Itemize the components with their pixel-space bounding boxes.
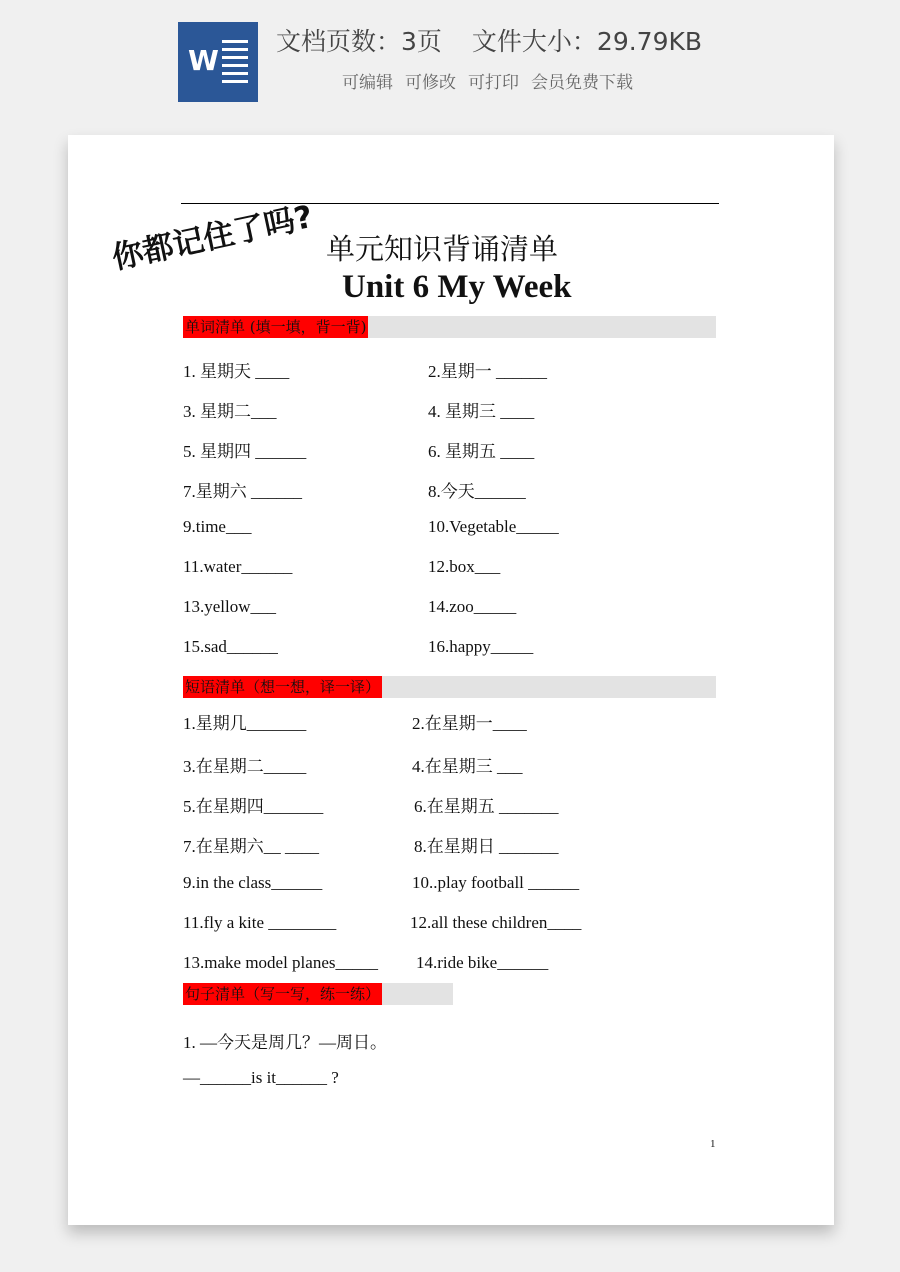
word-item: 9.time___	[183, 517, 252, 536]
phrase-item: 6.在星期五 _______	[414, 797, 559, 816]
sentences-section-label: 句子清单（写一写，练一练）	[185, 985, 381, 1003]
phrase-item: 1.星期几_______	[183, 714, 307, 733]
word-item: 16.happy_____	[428, 637, 534, 656]
word-item: 12.box___	[428, 557, 501, 576]
document-page	[68, 135, 834, 1225]
download-banner	[0, 0, 900, 120]
page-number: 1	[710, 1138, 716, 1150]
words-section-label: 单词清单 (填一填，背一背)	[185, 318, 367, 336]
word-item: 14.zoo_____	[428, 597, 517, 616]
word-icon-letter: W	[188, 44, 219, 77]
word-item: 13.yellow___	[183, 597, 277, 616]
phrase-item: 8.在星期日 _______	[414, 837, 559, 856]
word-item: 6. 星期五 ____	[428, 442, 535, 461]
phrase-item: 9.in the class______	[183, 873, 323, 892]
phrases-section-label: 短语清单（想一想，译一译）	[185, 678, 381, 696]
words-section-header	[183, 316, 716, 338]
phrase-item: 14.ride bike______	[416, 953, 549, 972]
word-item: 15.sad______	[183, 637, 278, 656]
phrase-item: 10..play football ______	[412, 873, 580, 892]
word-item: 10.Vegetable_____	[428, 517, 559, 536]
sentence-item: —______is it______ ?	[183, 1068, 339, 1087]
word-item: 8.今天______	[428, 482, 526, 501]
phrase-item: 7.在星期六__ ____	[183, 837, 319, 856]
phrase-item: 12.all these children____	[410, 913, 582, 932]
feature-modifiable: 可修改	[405, 73, 456, 93]
word-item: 3. 星期二___	[183, 402, 277, 421]
reminder-stamp: 你都记住了吗?	[108, 198, 316, 277]
phrase-item: 4.在星期三 ___	[412, 757, 523, 776]
word-item: 7.星期六 ______	[183, 482, 302, 501]
word-item: 4. 星期三 ____	[428, 402, 535, 421]
feature-member-download: 会员免费下载	[531, 73, 633, 93]
phrase-item: 2.在星期一____	[412, 714, 527, 733]
page-title-cn: 单元知识背诵清单	[326, 232, 559, 266]
feature-list	[342, 68, 645, 93]
phrase-item: 11.fly a kite ________	[183, 913, 337, 932]
word-item: 5. 星期四 ______	[183, 442, 307, 461]
phrase-item: 5.在星期四_______	[183, 797, 324, 816]
sentences-section-header	[183, 983, 453, 1005]
feature-printable: 可打印	[468, 73, 519, 93]
phrase-item: 3.在星期二_____	[183, 757, 307, 776]
feature-editable: 可编辑	[342, 73, 393, 93]
phrase-item: 13.make model planes_____	[183, 953, 378, 972]
word-doc-icon	[178, 22, 258, 102]
word-item: 1. 星期天 ____	[183, 362, 290, 381]
page-count: 文档页数：3页	[276, 27, 442, 56]
page-title-en: Unit 6 My Week	[342, 269, 572, 305]
file-size: 文件大小：29.79KB	[471, 27, 703, 56]
word-item: 11.water______	[183, 557, 293, 576]
doc-meta	[276, 22, 732, 58]
sentence-item: 1. —今天是周几？—周日。	[183, 1033, 387, 1052]
word-item: 2.星期一 ______	[428, 362, 547, 381]
phrases-section-header	[183, 676, 716, 698]
